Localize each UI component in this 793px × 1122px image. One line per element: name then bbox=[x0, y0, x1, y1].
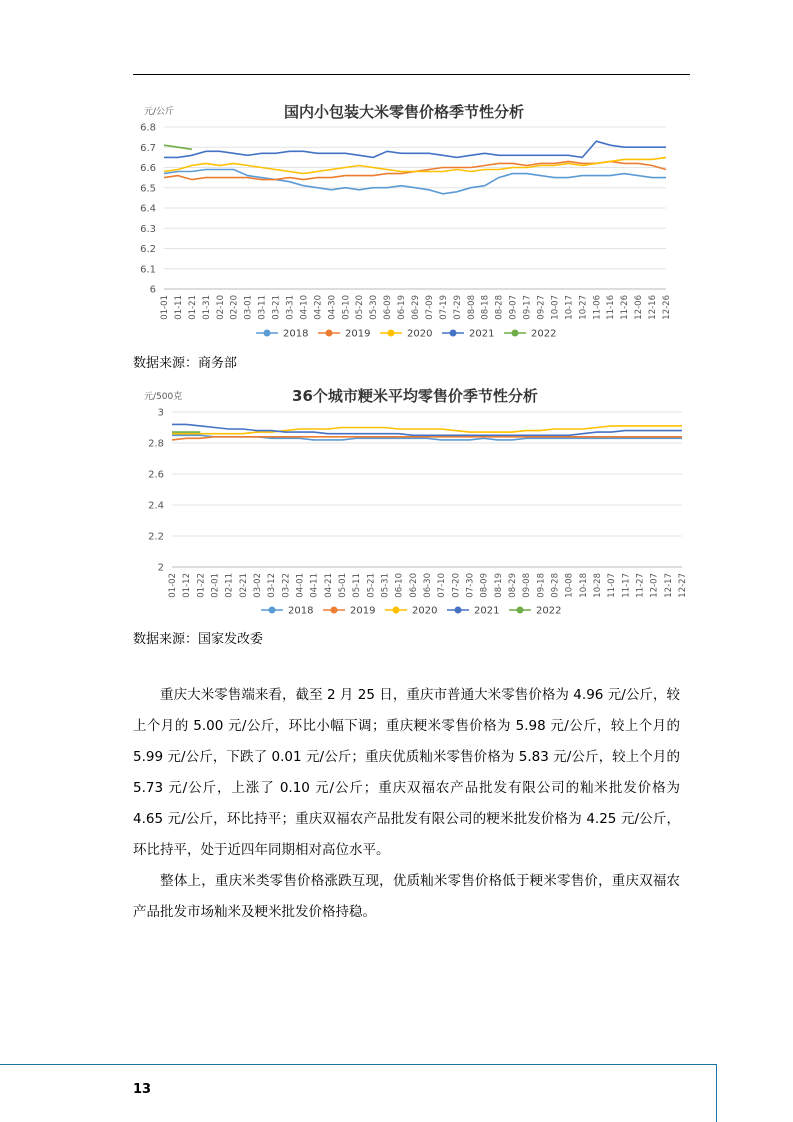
x-tick-label: 07-20 bbox=[451, 573, 462, 598]
x-tick-label: 02-11 bbox=[224, 573, 235, 598]
x-tick-label: 06-19 bbox=[397, 295, 408, 320]
x-tick-label: 07-19 bbox=[438, 295, 449, 320]
paragraph-chongqing-retail bbox=[133, 680, 680, 866]
x-tick-label: 05-20 bbox=[355, 295, 366, 320]
y-tick-label: 6.2 bbox=[140, 244, 156, 255]
x-tick-label: 10-28 bbox=[593, 573, 603, 598]
footer-rule bbox=[0, 1064, 717, 1065]
x-tick-label: 10-07 bbox=[550, 295, 561, 320]
x-tick-label: 04-10 bbox=[299, 295, 310, 320]
x-tick-label: 04-20 bbox=[313, 295, 324, 320]
x-tick-label: 06-20 bbox=[408, 573, 419, 598]
x-tick-label: 04-30 bbox=[327, 295, 338, 320]
x-tick-label: 11-26 bbox=[620, 295, 631, 320]
legend-marker-2022 bbox=[517, 607, 524, 614]
x-tick-label: 03-21 bbox=[271, 295, 282, 320]
paragraph-1-text: 重庆大米零售端来看，截至 2 月 25 日，重庆市普通大米零售价格为 4.96 元/公斤，较上个月的 5.00 元/公斤，环比小幅下调；重庆粳米零售价格为 5.98 元/公斤，较上个月的 5.99 元/公斤，下跌了 0.01 元/公斤；重庆优质籼米零售价格为 5.83 元/公斤，较上个月的 5.73 元/公斤，上涨了 0.10 元/公斤；重庆双福农产品批发有限公司的籼米批发价格为 4.65 元/公斤，环比持平；重庆双福农产品批发有限公司的粳米批发价格为 4.25 元/公斤，环比持平，处于近四年同期相对高位水平。 bbox=[133, 687, 680, 858]
y-tick-label: 6.6 bbox=[140, 163, 156, 174]
y-tick-label: 2.8 bbox=[148, 438, 164, 450]
x-tick-label: 05-30 bbox=[369, 295, 380, 320]
paragraph-summary bbox=[133, 866, 680, 928]
legend-label-2018: 2018 bbox=[288, 605, 314, 617]
chart-title: 36个城市粳米平均零售价季节性分析 bbox=[292, 387, 538, 405]
y-tick-label: 6.7 bbox=[140, 142, 156, 154]
x-tick-label: 05-11 bbox=[352, 573, 363, 598]
x-tick-label: 01-02 bbox=[168, 573, 178, 598]
legend-label-2019: 2019 bbox=[350, 605, 376, 617]
x-tick-label: 03-11 bbox=[257, 295, 268, 320]
x-tick-label: 09-18 bbox=[536, 573, 547, 598]
x-tick-label: 11-27 bbox=[635, 573, 646, 598]
y-tick-label: 6.5 bbox=[140, 183, 156, 195]
x-tick-label: 04-21 bbox=[323, 573, 334, 598]
x-tick-label: 06-29 bbox=[411, 295, 421, 320]
x-tick-label: 12-17 bbox=[663, 573, 674, 598]
x-tick-label: 03-12 bbox=[267, 573, 278, 598]
x-tick-label: 01-21 bbox=[187, 295, 198, 320]
x-tick-label: 08-28 bbox=[494, 295, 505, 320]
x-tick-label: 10-08 bbox=[564, 573, 575, 598]
chart-title: 国内小包装大米零售价格季节性分析 bbox=[283, 103, 525, 121]
x-tick-label: 02-10 bbox=[215, 295, 226, 320]
x-tick-label: 10-27 bbox=[578, 295, 589, 320]
paragraph-2-text: 整体上，重庆米类零售价格涨跌互现，优质籼米零售价格低于粳米零售价，重庆双福农产品批发市场籼米及粳米批发价格持稳。 bbox=[133, 873, 680, 920]
chart-japonica-36-cities bbox=[130, 384, 690, 624]
y-tick-label: 6 bbox=[149, 284, 156, 296]
series-line-2018 bbox=[164, 170, 666, 194]
x-tick-label: 01-31 bbox=[201, 295, 212, 320]
x-tick-label: 07-30 bbox=[465, 573, 476, 598]
legend-label-2020: 2020 bbox=[412, 605, 438, 617]
source-note-2: 数据来源：国家发改委 bbox=[133, 632, 264, 647]
x-tick-label: 12-16 bbox=[648, 295, 659, 320]
x-tick-label: 06-10 bbox=[394, 573, 405, 598]
x-tick-label: 11-06 bbox=[592, 295, 603, 320]
x-tick-label: 01-12 bbox=[182, 573, 193, 598]
x-tick-label: 12-07 bbox=[649, 573, 660, 598]
x-tick-label: 09-08 bbox=[522, 573, 533, 598]
y-tick-label: 2 bbox=[157, 562, 164, 574]
y-tick-label: 6.8 bbox=[140, 122, 156, 134]
x-tick-label: 07-10 bbox=[437, 573, 448, 598]
x-tick-label: 03-01 bbox=[243, 295, 254, 320]
x-tick-label: 05-01 bbox=[338, 573, 348, 598]
x-tick-label: 11-07 bbox=[607, 573, 618, 598]
x-tick-label: 10-18 bbox=[578, 573, 589, 598]
x-tick-label: 03-22 bbox=[281, 573, 292, 598]
x-tick-label: 11-17 bbox=[621, 573, 632, 598]
legend-label-2018: 2018 bbox=[283, 328, 309, 340]
x-tick-label: 08-18 bbox=[480, 295, 491, 320]
x-tick-label: 08-19 bbox=[493, 573, 504, 598]
x-tick-label: 03-02 bbox=[253, 573, 263, 598]
y-axis-unit: 元/公斤 bbox=[144, 107, 175, 117]
x-tick-label: 06-30 bbox=[423, 573, 433, 598]
x-tick-label: 12-06 bbox=[634, 295, 645, 320]
x-tick-label: 07-09 bbox=[424, 295, 435, 320]
x-tick-label: 10-17 bbox=[564, 295, 575, 320]
x-tick-label: 12-27 bbox=[678, 573, 688, 598]
x-tick-label: 08-08 bbox=[466, 295, 477, 320]
x-tick-label: 02-21 bbox=[238, 573, 249, 598]
y-tick-label: 6.4 bbox=[140, 203, 156, 215]
source-note-1: 数据来源：商务部 bbox=[133, 356, 238, 371]
x-tick-label: 05-31 bbox=[380, 573, 391, 598]
x-tick-label: 01-01 bbox=[160, 295, 170, 320]
y-tick-label: 3 bbox=[157, 407, 164, 419]
x-tick-label: 09-17 bbox=[522, 295, 533, 320]
y-tick-label: 2.6 bbox=[148, 469, 164, 481]
legend-label-2022: 2022 bbox=[531, 328, 557, 340]
x-tick-label: 06-09 bbox=[383, 295, 394, 320]
legend-marker-2019 bbox=[331, 607, 338, 614]
legend-marker-2018 bbox=[264, 330, 271, 337]
x-tick-label: 07-29 bbox=[452, 295, 463, 320]
x-tick-label: 03-31 bbox=[285, 295, 296, 320]
y-tick-label: 2.4 bbox=[148, 500, 164, 512]
x-tick-label: 05-10 bbox=[341, 295, 352, 320]
x-tick-label: 08-29 bbox=[508, 573, 518, 598]
footer-rule-vertical bbox=[716, 1064, 717, 1122]
chart-rice-retail-national bbox=[130, 96, 670, 346]
legend-marker-2020 bbox=[393, 607, 400, 614]
legend-label-2020: 2020 bbox=[407, 328, 433, 340]
x-tick-label: 11-16 bbox=[606, 295, 617, 320]
legend-marker-2019 bbox=[326, 330, 333, 337]
chart-1-svg bbox=[130, 96, 670, 346]
x-tick-label: 01-22 bbox=[196, 573, 207, 598]
x-tick-label: 12-26 bbox=[662, 295, 672, 320]
x-tick-label: 04-11 bbox=[309, 573, 320, 598]
x-tick-label: 08-09 bbox=[479, 573, 490, 598]
y-tick-label: 6.1 bbox=[140, 264, 156, 276]
header-rule bbox=[133, 74, 690, 75]
legend-label-2022: 2022 bbox=[536, 605, 562, 617]
chart-2-svg bbox=[130, 384, 690, 624]
y-tick-label: 2.2 bbox=[148, 531, 164, 543]
legend-marker-2021 bbox=[455, 607, 462, 614]
legend-label-2019: 2019 bbox=[345, 328, 371, 340]
page-number: 13 bbox=[133, 1082, 152, 1097]
legend-marker-2018 bbox=[269, 607, 276, 614]
legend-marker-2021 bbox=[450, 330, 457, 337]
legend-marker-2022 bbox=[512, 330, 519, 337]
y-axis-unit: 元/500克 bbox=[144, 392, 183, 402]
x-tick-label: 09-07 bbox=[508, 295, 519, 320]
x-tick-label: 05-21 bbox=[366, 573, 377, 598]
x-tick-label: 09-27 bbox=[536, 295, 547, 320]
legend-label-2021: 2021 bbox=[469, 328, 495, 340]
x-tick-label: 02-01 bbox=[210, 573, 221, 598]
x-tick-label: 01-11 bbox=[173, 295, 184, 320]
x-tick-label: 09-28 bbox=[550, 573, 561, 598]
legend-marker-2020 bbox=[388, 330, 395, 337]
legend-label-2021: 2021 bbox=[474, 605, 500, 617]
series-line-2021 bbox=[164, 141, 666, 157]
x-tick-label: 04-01 bbox=[295, 573, 306, 598]
y-tick-label: 6.3 bbox=[140, 223, 156, 235]
x-tick-label: 02-20 bbox=[229, 295, 240, 320]
